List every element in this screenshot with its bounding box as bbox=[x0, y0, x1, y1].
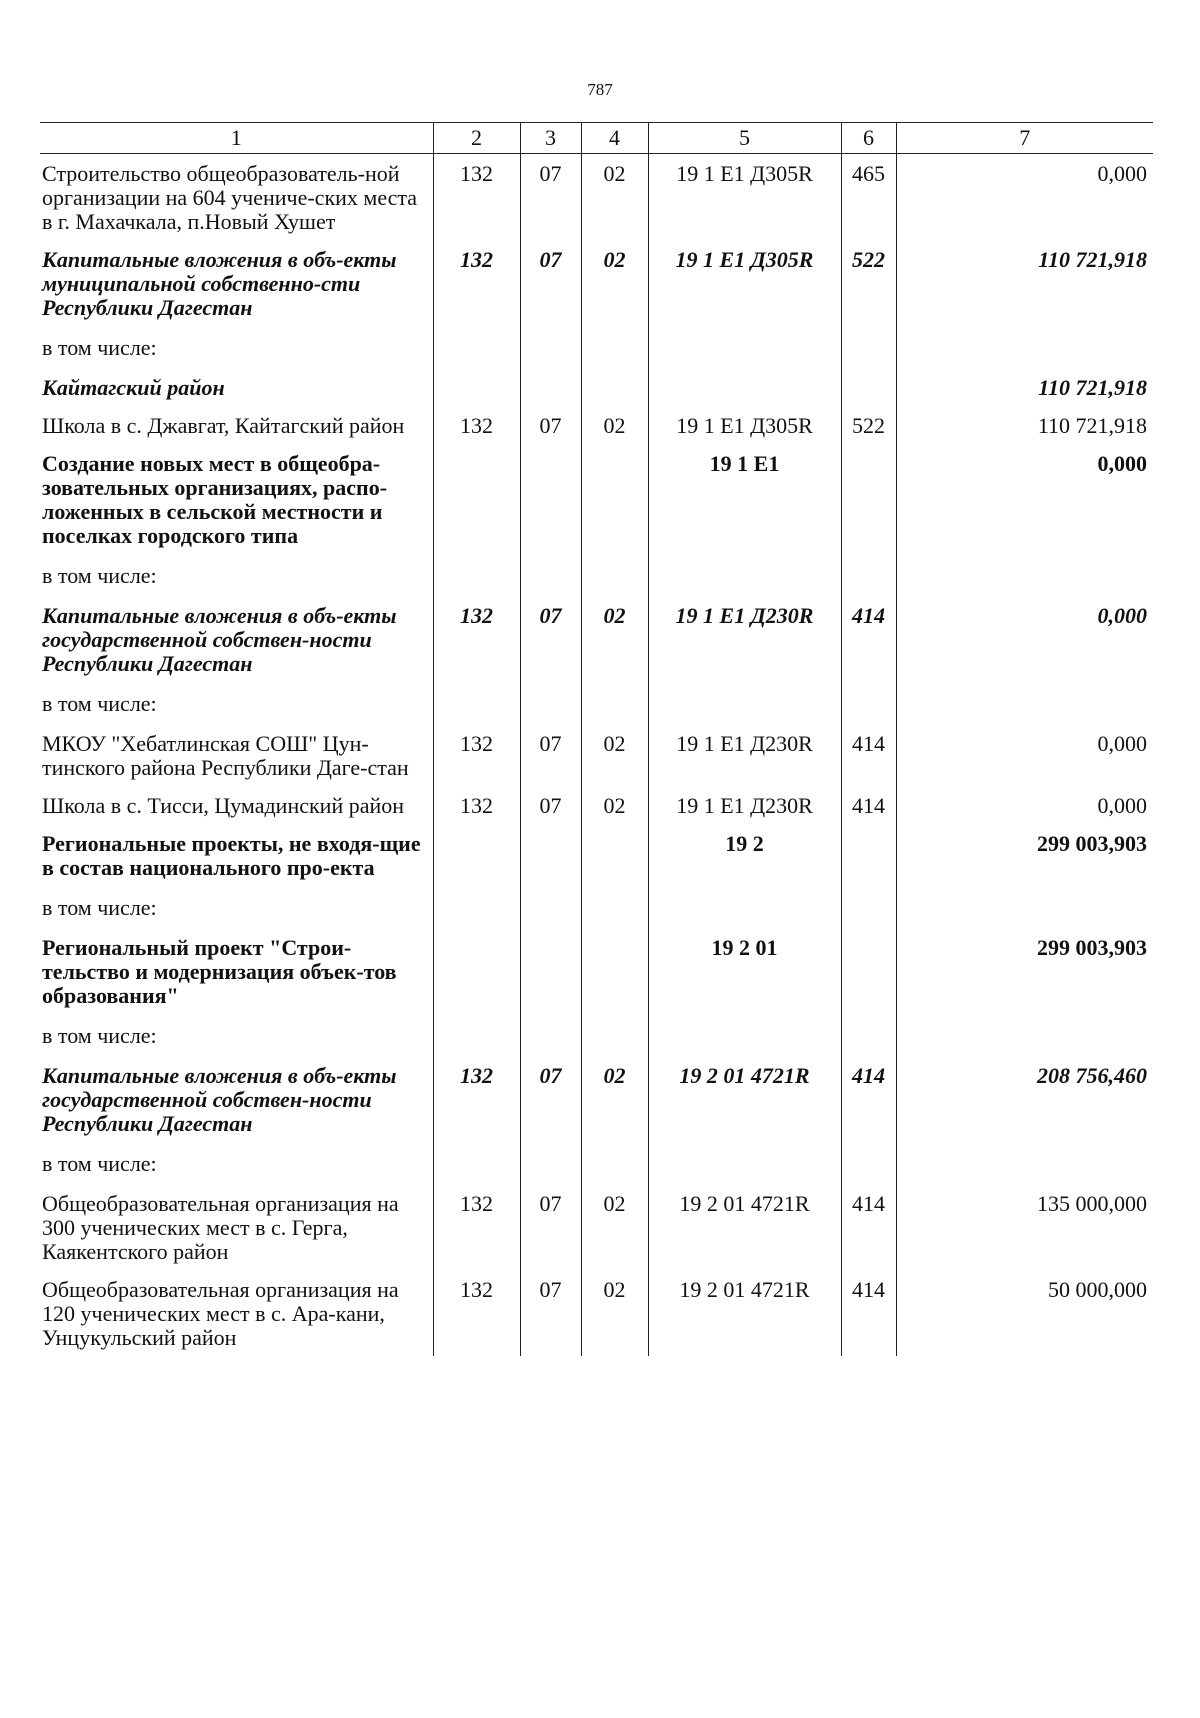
header-row bbox=[40, 123, 1153, 154]
table-row bbox=[40, 326, 1153, 368]
cell-expense-type bbox=[841, 682, 896, 724]
cell-section bbox=[520, 326, 581, 368]
cell-section: 07 bbox=[520, 1184, 581, 1270]
cell-name: в том числе: bbox=[42, 691, 157, 716]
cell-subsection bbox=[581, 326, 648, 368]
cell-section: 07 bbox=[520, 240, 581, 326]
cell-expense-type bbox=[841, 886, 896, 928]
cell-code-admin: 132 bbox=[433, 786, 520, 824]
cell-name: Капитальные вложения в объ-екты государственной собствен-ности Республики Дагестан bbox=[42, 1063, 397, 1136]
cell-name: Общеобразовательная организация на 300 ученических мест в с. Герга, Каякентского район bbox=[42, 1191, 399, 1264]
cell-code-admin bbox=[433, 824, 520, 886]
cell-subsection bbox=[581, 886, 648, 928]
cell-target-article: 19 1 E1 Д305R bbox=[648, 240, 841, 326]
table-row bbox=[40, 406, 1153, 444]
cell-code-admin bbox=[433, 326, 520, 368]
header-col-6: 6 bbox=[841, 123, 896, 154]
cell-section bbox=[520, 444, 581, 554]
budget-table-container bbox=[40, 122, 1153, 1356]
cell-code-admin bbox=[433, 682, 520, 724]
cell-subsection: 02 bbox=[581, 1184, 648, 1270]
cell-subsection bbox=[581, 1142, 648, 1184]
cell-code-admin: 132 bbox=[433, 154, 520, 241]
cell-name: Капитальные вложения в объ-екты государственной собствен-ности Республики Дагестан bbox=[42, 603, 397, 676]
cell-name: Капитальные вложения в объ-екты муниципальной собственно-сти Республики Дагестан bbox=[42, 247, 397, 320]
table-row bbox=[40, 682, 1153, 724]
cell-subsection: 02 bbox=[581, 786, 648, 824]
header-col-1: 1 bbox=[40, 123, 433, 154]
cell-amount: 110 721,918 bbox=[896, 368, 1153, 406]
cell-target-article: 19 2 01 4721R bbox=[648, 1184, 841, 1270]
cell-code-admin bbox=[433, 886, 520, 928]
table-row bbox=[40, 928, 1153, 1014]
header-col-5: 5 bbox=[648, 123, 841, 154]
budget-table bbox=[40, 122, 1153, 1356]
cell-target-article bbox=[648, 682, 841, 724]
cell-target-article bbox=[648, 368, 841, 406]
table-row bbox=[40, 886, 1153, 928]
cell-subsection bbox=[581, 368, 648, 406]
table-row bbox=[40, 724, 1153, 786]
cell-target-article: 19 2 bbox=[648, 824, 841, 886]
cell-amount: 135 000,000 bbox=[896, 1184, 1153, 1270]
cell-name: Общеобразовательная организация на 120 ученических мест в с. Ара-кани, Унцукульский район bbox=[42, 1277, 399, 1350]
table-row bbox=[40, 1184, 1153, 1270]
cell-name: МКОУ "Хебатлинская СОШ" Цун-тинского района Республики Даге-стан bbox=[42, 731, 409, 780]
cell-subsection: 02 bbox=[581, 596, 648, 682]
cell-expense-type bbox=[841, 368, 896, 406]
cell-name: Кайтагский район bbox=[42, 375, 225, 400]
cell-code-admin: 132 bbox=[433, 1270, 520, 1356]
cell-name: Создание новых мест в общеобра-зовательных организациях, распо-ложенных в сельской местности и поселках городского типа bbox=[42, 451, 388, 548]
cell-code-admin: 132 bbox=[433, 240, 520, 326]
cell-expense-type: 414 bbox=[841, 724, 896, 786]
cell-amount: 0,000 bbox=[896, 724, 1153, 786]
cell-code-admin bbox=[433, 1014, 520, 1056]
cell-expense-type: 414 bbox=[841, 1184, 896, 1270]
table-row bbox=[40, 444, 1153, 554]
cell-section: 07 bbox=[520, 786, 581, 824]
cell-target-article: 19 1 E1 Д230R bbox=[648, 724, 841, 786]
table-row bbox=[40, 1056, 1153, 1142]
cell-expense-type bbox=[841, 444, 896, 554]
page-number: 787 bbox=[587, 80, 613, 99]
cell-subsection: 02 bbox=[581, 406, 648, 444]
cell-section bbox=[520, 682, 581, 724]
cell-expense-type bbox=[841, 824, 896, 886]
cell-amount bbox=[896, 886, 1153, 928]
cell-subsection bbox=[581, 928, 648, 1014]
cell-target-article bbox=[648, 886, 841, 928]
cell-expense-type: 414 bbox=[841, 1270, 896, 1356]
cell-code-admin bbox=[433, 928, 520, 1014]
cell-section: 07 bbox=[520, 724, 581, 786]
cell-code-admin: 132 bbox=[433, 724, 520, 786]
cell-target-article: 19 2 01 4721R bbox=[648, 1270, 841, 1356]
header-col-3: 3 bbox=[520, 123, 581, 154]
table-row bbox=[40, 368, 1153, 406]
header-col-4: 4 bbox=[581, 123, 648, 154]
cell-amount bbox=[896, 1014, 1153, 1056]
cell-target-article: 19 1 E1 Д305R bbox=[648, 406, 841, 444]
cell-subsection bbox=[581, 682, 648, 724]
table-body bbox=[40, 154, 1153, 1357]
cell-target-article bbox=[648, 326, 841, 368]
cell-amount: 0,000 bbox=[896, 596, 1153, 682]
cell-subsection: 02 bbox=[581, 240, 648, 326]
cell-expense-type bbox=[841, 1142, 896, 1184]
cell-name: Строительство общеобразователь-ной организации на 604 учениче-ских места в г. Махачкала, п.Новый Хушет bbox=[42, 161, 418, 234]
cell-target-article bbox=[648, 554, 841, 596]
cell-section bbox=[520, 554, 581, 596]
cell-expense-type bbox=[841, 928, 896, 1014]
cell-name: в том числе: bbox=[42, 335, 157, 360]
cell-name: Региональный проект "Строи-тельство и модернизация объек-тов образования" bbox=[42, 935, 397, 1008]
cell-amount bbox=[896, 554, 1153, 596]
table-row bbox=[40, 1142, 1153, 1184]
cell-expense-type: 414 bbox=[841, 1056, 896, 1142]
cell-target-article: 19 1 E1 Д230R bbox=[648, 596, 841, 682]
cell-subsection: 02 bbox=[581, 1056, 648, 1142]
cell-section bbox=[520, 1142, 581, 1184]
cell-name: в том числе: bbox=[42, 563, 157, 588]
cell-subsection bbox=[581, 1014, 648, 1056]
cell-name: в том числе: bbox=[42, 895, 157, 920]
cell-subsection bbox=[581, 444, 648, 554]
cell-amount bbox=[896, 326, 1153, 368]
cell-code-admin: 132 bbox=[433, 1056, 520, 1142]
cell-expense-type bbox=[841, 1014, 896, 1056]
cell-subsection: 02 bbox=[581, 1270, 648, 1356]
cell-code-admin bbox=[433, 1142, 520, 1184]
cell-amount: 0,000 bbox=[896, 444, 1153, 554]
cell-section: 07 bbox=[520, 1270, 581, 1356]
table-row bbox=[40, 1270, 1153, 1356]
cell-amount: 110 721,918 bbox=[896, 240, 1153, 326]
cell-expense-type bbox=[841, 326, 896, 368]
cell-amount: 208 756,460 bbox=[896, 1056, 1153, 1142]
cell-subsection bbox=[581, 824, 648, 886]
cell-amount: 50 000,000 bbox=[896, 1270, 1153, 1356]
cell-section bbox=[520, 886, 581, 928]
cell-amount bbox=[896, 1142, 1153, 1184]
cell-amount: 110 721,918 bbox=[896, 406, 1153, 444]
cell-code-admin: 132 bbox=[433, 406, 520, 444]
cell-target-article bbox=[648, 1014, 841, 1056]
cell-section bbox=[520, 368, 581, 406]
cell-section: 07 bbox=[520, 1056, 581, 1142]
cell-amount: 0,000 bbox=[896, 154, 1153, 241]
cell-expense-type: 414 bbox=[841, 596, 896, 682]
cell-section bbox=[520, 1014, 581, 1056]
cell-expense-type: 522 bbox=[841, 406, 896, 444]
cell-section: 07 bbox=[520, 406, 581, 444]
cell-code-admin: 132 bbox=[433, 596, 520, 682]
cell-target-article: 19 1 E1 bbox=[648, 444, 841, 554]
cell-section: 07 bbox=[520, 596, 581, 682]
cell-amount: 0,000 bbox=[896, 786, 1153, 824]
cell-subsection bbox=[581, 554, 648, 596]
table-row bbox=[40, 596, 1153, 682]
cell-code-admin: 132 bbox=[433, 1184, 520, 1270]
cell-target-article: 19 2 01 4721R bbox=[648, 1056, 841, 1142]
cell-code-admin bbox=[433, 554, 520, 596]
header-col-7: 7 bbox=[896, 123, 1153, 154]
cell-name: Школа в с. Тисси, Цумадинский район bbox=[42, 793, 405, 818]
cell-code-admin bbox=[433, 444, 520, 554]
cell-name: Школа в с. Джавгат, Кайтагский район bbox=[42, 413, 405, 438]
cell-section bbox=[520, 824, 581, 886]
table-row bbox=[40, 786, 1153, 824]
table-row bbox=[40, 240, 1153, 326]
cell-target-article bbox=[648, 1142, 841, 1184]
cell-amount bbox=[896, 682, 1153, 724]
cell-target-article: 19 2 01 bbox=[648, 928, 841, 1014]
table-row bbox=[40, 1014, 1153, 1056]
table-row bbox=[40, 554, 1153, 596]
table-row bbox=[40, 154, 1153, 241]
cell-section bbox=[520, 928, 581, 1014]
cell-name: Региональные проекты, не входя-щие в состав национального про-екта bbox=[42, 831, 421, 880]
cell-expense-type bbox=[841, 554, 896, 596]
cell-expense-type: 414 bbox=[841, 786, 896, 824]
cell-target-article: 19 1 E1 Д230R bbox=[648, 786, 841, 824]
cell-subsection: 02 bbox=[581, 154, 648, 241]
cell-amount: 299 003,903 bbox=[896, 928, 1153, 1014]
cell-subsection: 02 bbox=[581, 724, 648, 786]
cell-code-admin bbox=[433, 368, 520, 406]
cell-target-article: 19 1 E1 Д305R bbox=[648, 154, 841, 241]
cell-section: 07 bbox=[520, 154, 581, 241]
header-col-2: 2 bbox=[433, 123, 520, 154]
cell-expense-type: 465 bbox=[841, 154, 896, 241]
table-row bbox=[40, 824, 1153, 886]
cell-name: в том числе: bbox=[42, 1023, 157, 1048]
cell-expense-type: 522 bbox=[841, 240, 896, 326]
cell-name: в том числе: bbox=[42, 1151, 157, 1176]
cell-amount: 299 003,903 bbox=[896, 824, 1153, 886]
